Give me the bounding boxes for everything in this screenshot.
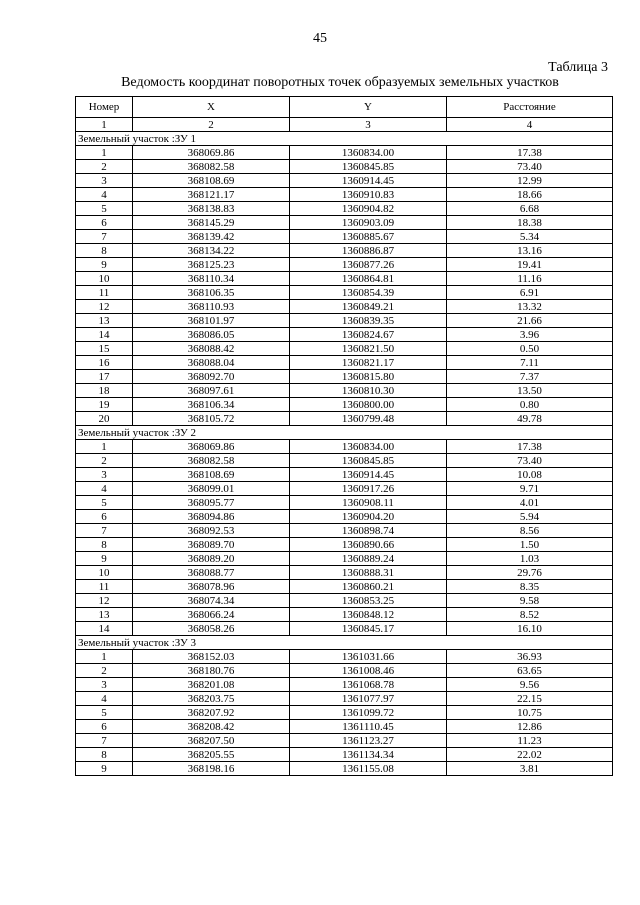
column-number: 3 xyxy=(290,118,447,132)
distance-cell: 16.10 xyxy=(447,622,613,636)
y-coordinate-cell: 1361123.27 xyxy=(290,734,447,748)
x-coordinate-cell: 368134.22 xyxy=(133,244,290,258)
x-coordinate-cell: 368180.76 xyxy=(133,664,290,678)
point-number-cell: 4 xyxy=(76,692,133,706)
table-row xyxy=(76,188,613,202)
table-row xyxy=(76,748,613,762)
x-coordinate-cell: 368106.34 xyxy=(133,398,290,412)
y-coordinate-cell: 1360914.45 xyxy=(290,468,447,482)
distance-cell: 18.38 xyxy=(447,216,613,230)
table-row xyxy=(76,272,613,286)
point-number-cell: 5 xyxy=(76,706,133,720)
distance-cell: 1.50 xyxy=(447,538,613,552)
point-number-cell: 11 xyxy=(76,286,133,300)
y-coordinate-cell: 1361134.34 xyxy=(290,748,447,762)
header-distance: Расстояние xyxy=(447,97,613,118)
y-coordinate-cell: 1361110.45 xyxy=(290,720,447,734)
page-number: 45 xyxy=(313,31,327,46)
section-label: Земельный участок :ЗУ 2 xyxy=(76,426,613,440)
distance-cell: 10.08 xyxy=(447,468,613,482)
point-number-cell: 13 xyxy=(76,314,133,328)
point-number-cell: 3 xyxy=(76,678,133,692)
point-number-cell: 1 xyxy=(76,650,133,664)
x-coordinate-cell: 368088.77 xyxy=(133,566,290,580)
distance-cell: 9.71 xyxy=(447,482,613,496)
y-coordinate-cell: 1360885.67 xyxy=(290,230,447,244)
y-coordinate-cell: 1360853.25 xyxy=(290,594,447,608)
document-title: Ведомость координат поворотных точек образуемых земельных участков xyxy=(121,75,559,90)
point-number-cell: 20 xyxy=(76,412,133,426)
y-coordinate-cell: 1360904.20 xyxy=(290,510,447,524)
x-coordinate-cell: 368095.77 xyxy=(133,496,290,510)
distance-cell: 17.38 xyxy=(447,146,613,160)
table-row xyxy=(76,314,613,328)
table-row xyxy=(76,762,613,776)
distance-cell: 11.16 xyxy=(447,272,613,286)
x-coordinate-cell: 368207.92 xyxy=(133,706,290,720)
distance-cell: 12.99 xyxy=(447,174,613,188)
x-coordinate-cell: 368099.01 xyxy=(133,482,290,496)
point-number-cell: 7 xyxy=(76,524,133,538)
x-coordinate-cell: 368088.04 xyxy=(133,356,290,370)
y-coordinate-cell: 1360886.87 xyxy=(290,244,447,258)
section-label: Земельный участок :ЗУ 3 xyxy=(76,636,613,650)
table-row xyxy=(76,342,613,356)
x-coordinate-cell: 368086.05 xyxy=(133,328,290,342)
y-coordinate-cell: 1361099.72 xyxy=(290,706,447,720)
x-coordinate-cell: 368110.34 xyxy=(133,272,290,286)
distance-cell: 3.96 xyxy=(447,328,613,342)
x-coordinate-cell: 368125.23 xyxy=(133,258,290,272)
x-coordinate-cell: 368101.97 xyxy=(133,314,290,328)
column-number: 1 xyxy=(76,118,133,132)
table-row xyxy=(76,552,613,566)
y-coordinate-cell: 1361031.66 xyxy=(290,650,447,664)
y-coordinate-cell: 1360904.82 xyxy=(290,202,447,216)
x-coordinate-cell: 368105.72 xyxy=(133,412,290,426)
point-number-cell: 18 xyxy=(76,384,133,398)
distance-cell: 13.16 xyxy=(447,244,613,258)
column-number: 2 xyxy=(133,118,290,132)
point-number-cell: 12 xyxy=(76,300,133,314)
x-coordinate-cell: 368082.58 xyxy=(133,160,290,174)
y-coordinate-cell: 1360815.80 xyxy=(290,370,447,384)
x-coordinate-cell: 368069.86 xyxy=(133,440,290,454)
table-row xyxy=(76,202,613,216)
y-coordinate-cell: 1360864.81 xyxy=(290,272,447,286)
table-row xyxy=(76,370,613,384)
table-row xyxy=(76,580,613,594)
table-row xyxy=(76,608,613,622)
table-row xyxy=(76,496,613,510)
table-row xyxy=(76,538,613,552)
distance-cell: 73.40 xyxy=(447,160,613,174)
y-coordinate-cell: 1360860.21 xyxy=(290,580,447,594)
table-row xyxy=(76,734,613,748)
table-row xyxy=(76,510,613,524)
x-coordinate-cell: 368094.86 xyxy=(133,510,290,524)
table-row xyxy=(76,412,613,426)
table-row xyxy=(76,566,613,580)
point-number-cell: 2 xyxy=(76,664,133,678)
y-coordinate-cell: 1361155.08 xyxy=(290,762,447,776)
y-coordinate-cell: 1360903.09 xyxy=(290,216,447,230)
point-number-cell: 5 xyxy=(76,202,133,216)
table-row xyxy=(76,230,613,244)
point-number-cell: 8 xyxy=(76,538,133,552)
table-row xyxy=(76,356,613,370)
distance-cell: 9.56 xyxy=(447,678,613,692)
point-number-cell: 14 xyxy=(76,328,133,342)
table-row xyxy=(76,468,613,482)
x-coordinate-cell: 368097.61 xyxy=(133,384,290,398)
x-coordinate-cell: 368145.29 xyxy=(133,216,290,230)
distance-cell: 36.93 xyxy=(447,650,613,664)
y-coordinate-cell: 1360834.00 xyxy=(290,440,447,454)
point-number-cell: 16 xyxy=(76,356,133,370)
y-coordinate-cell: 1360890.66 xyxy=(290,538,447,552)
distance-cell: 22.15 xyxy=(447,692,613,706)
distance-cell: 18.66 xyxy=(447,188,613,202)
y-coordinate-cell: 1360821.17 xyxy=(290,356,447,370)
table-header xyxy=(76,97,613,132)
y-coordinate-cell: 1360854.39 xyxy=(290,286,447,300)
column-number-row xyxy=(76,118,613,132)
distance-cell: 11.23 xyxy=(447,734,613,748)
point-number-cell: 6 xyxy=(76,510,133,524)
distance-cell: 6.68 xyxy=(447,202,613,216)
distance-cell: 7.37 xyxy=(447,370,613,384)
point-number-cell: 1 xyxy=(76,440,133,454)
y-coordinate-cell: 1360821.50 xyxy=(290,342,447,356)
table-row xyxy=(76,664,613,678)
x-coordinate-cell: 368139.42 xyxy=(133,230,290,244)
x-coordinate-cell: 368089.20 xyxy=(133,552,290,566)
y-coordinate-cell: 1360888.31 xyxy=(290,566,447,580)
point-number-cell: 4 xyxy=(76,482,133,496)
y-coordinate-cell: 1361008.46 xyxy=(290,664,447,678)
x-coordinate-cell: 368066.24 xyxy=(133,608,290,622)
table-row xyxy=(76,216,613,230)
distance-cell: 13.32 xyxy=(447,300,613,314)
x-coordinate-cell: 368198.16 xyxy=(133,762,290,776)
distance-cell: 49.78 xyxy=(447,412,613,426)
table-row xyxy=(76,650,613,664)
y-coordinate-cell: 1360824.67 xyxy=(290,328,447,342)
point-number-cell: 8 xyxy=(76,748,133,762)
x-coordinate-cell: 368092.70 xyxy=(133,370,290,384)
table-row xyxy=(76,384,613,398)
distance-cell: 12.86 xyxy=(447,720,613,734)
point-number-cell: 6 xyxy=(76,216,133,230)
distance-cell: 19.41 xyxy=(447,258,613,272)
table-row xyxy=(76,706,613,720)
x-coordinate-cell: 368207.50 xyxy=(133,734,290,748)
y-coordinate-cell: 1360917.26 xyxy=(290,482,447,496)
x-coordinate-cell: 368108.69 xyxy=(133,174,290,188)
table-label: Таблица 3 xyxy=(548,60,608,75)
x-coordinate-cell: 368121.17 xyxy=(133,188,290,202)
x-coordinate-cell: 368069.86 xyxy=(133,146,290,160)
table-row xyxy=(76,622,613,636)
point-number-cell: 12 xyxy=(76,594,133,608)
distance-cell: 17.38 xyxy=(447,440,613,454)
x-coordinate-cell: 368092.53 xyxy=(133,524,290,538)
y-coordinate-cell: 1360898.74 xyxy=(290,524,447,538)
y-coordinate-cell: 1361068.78 xyxy=(290,678,447,692)
x-coordinate-cell: 368058.26 xyxy=(133,622,290,636)
header-number: Номер xyxy=(76,97,133,118)
point-number-cell: 10 xyxy=(76,566,133,580)
y-coordinate-cell: 1360834.00 xyxy=(290,146,447,160)
point-number-cell: 10 xyxy=(76,272,133,286)
x-coordinate-cell: 368152.03 xyxy=(133,650,290,664)
point-number-cell: 13 xyxy=(76,608,133,622)
section-row xyxy=(76,426,613,440)
table-row xyxy=(76,678,613,692)
distance-cell: 13.50 xyxy=(447,384,613,398)
table-row xyxy=(76,258,613,272)
header-y: Y xyxy=(290,97,447,118)
y-coordinate-cell: 1360889.24 xyxy=(290,552,447,566)
point-number-cell: 8 xyxy=(76,244,133,258)
y-coordinate-cell: 1360845.17 xyxy=(290,622,447,636)
y-coordinate-cell: 1360810.30 xyxy=(290,384,447,398)
y-coordinate-cell: 1360848.12 xyxy=(290,608,447,622)
x-coordinate-cell: 368208.42 xyxy=(133,720,290,734)
point-number-cell: 15 xyxy=(76,342,133,356)
table-row xyxy=(76,482,613,496)
distance-cell: 9.58 xyxy=(447,594,613,608)
x-coordinate-cell: 368110.93 xyxy=(133,300,290,314)
x-coordinate-cell: 368106.35 xyxy=(133,286,290,300)
x-coordinate-cell: 368089.70 xyxy=(133,538,290,552)
table-body xyxy=(76,132,613,776)
distance-cell: 21.66 xyxy=(447,314,613,328)
distance-cell: 29.76 xyxy=(447,566,613,580)
table-row xyxy=(76,594,613,608)
point-number-cell: 9 xyxy=(76,762,133,776)
y-coordinate-cell: 1360845.85 xyxy=(290,454,447,468)
table-row xyxy=(76,524,613,538)
point-number-cell: 3 xyxy=(76,174,133,188)
y-coordinate-cell: 1360908.11 xyxy=(290,496,447,510)
header-row xyxy=(76,97,613,118)
x-coordinate-cell: 368138.83 xyxy=(133,202,290,216)
y-coordinate-cell: 1360799.48 xyxy=(290,412,447,426)
point-number-cell: 7 xyxy=(76,734,133,748)
table-row xyxy=(76,286,613,300)
distance-cell: 8.35 xyxy=(447,580,613,594)
distance-cell: 4.01 xyxy=(447,496,613,510)
table-row xyxy=(76,160,613,174)
y-coordinate-cell: 1360910.83 xyxy=(290,188,447,202)
point-number-cell: 5 xyxy=(76,496,133,510)
coordinates-table xyxy=(75,96,613,776)
distance-cell: 7.11 xyxy=(447,356,613,370)
distance-cell: 5.94 xyxy=(447,510,613,524)
table-row xyxy=(76,328,613,342)
x-coordinate-cell: 368108.69 xyxy=(133,468,290,482)
table-row xyxy=(76,146,613,160)
table-row xyxy=(76,244,613,258)
point-number-cell: 4 xyxy=(76,188,133,202)
distance-cell: 8.52 xyxy=(447,608,613,622)
point-number-cell: 11 xyxy=(76,580,133,594)
x-coordinate-cell: 368088.42 xyxy=(133,342,290,356)
point-number-cell: 2 xyxy=(76,160,133,174)
y-coordinate-cell: 1360800.00 xyxy=(290,398,447,412)
table-row xyxy=(76,174,613,188)
section-label: Земельный участок :ЗУ 1 xyxy=(76,132,613,146)
y-coordinate-cell: 1360877.26 xyxy=(290,258,447,272)
distance-cell: 63.65 xyxy=(447,664,613,678)
distance-cell: 0.50 xyxy=(447,342,613,356)
distance-cell: 10.75 xyxy=(447,706,613,720)
table-row xyxy=(76,300,613,314)
table-row xyxy=(76,692,613,706)
x-coordinate-cell: 368074.34 xyxy=(133,594,290,608)
x-coordinate-cell: 368082.58 xyxy=(133,454,290,468)
y-coordinate-cell: 1360845.85 xyxy=(290,160,447,174)
distance-cell: 0.80 xyxy=(447,398,613,412)
section-row xyxy=(76,132,613,146)
distance-cell: 1.03 xyxy=(447,552,613,566)
point-number-cell: 14 xyxy=(76,622,133,636)
point-number-cell: 6 xyxy=(76,720,133,734)
x-coordinate-cell: 368201.08 xyxy=(133,678,290,692)
table-row xyxy=(76,398,613,412)
table-row xyxy=(76,454,613,468)
section-row xyxy=(76,636,613,650)
point-number-cell: 3 xyxy=(76,468,133,482)
y-coordinate-cell: 1360849.21 xyxy=(290,300,447,314)
y-coordinate-cell: 1360914.45 xyxy=(290,174,447,188)
point-number-cell: 1 xyxy=(76,146,133,160)
distance-cell: 8.56 xyxy=(447,524,613,538)
table-row xyxy=(76,440,613,454)
point-number-cell: 9 xyxy=(76,552,133,566)
distance-cell: 3.81 xyxy=(447,762,613,776)
x-coordinate-cell: 368078.96 xyxy=(133,580,290,594)
distance-cell: 6.91 xyxy=(447,286,613,300)
x-coordinate-cell: 368203.75 xyxy=(133,692,290,706)
point-number-cell: 19 xyxy=(76,398,133,412)
point-number-cell: 7 xyxy=(76,230,133,244)
point-number-cell: 17 xyxy=(76,370,133,384)
y-coordinate-cell: 1361077.97 xyxy=(290,692,447,706)
distance-cell: 5.34 xyxy=(447,230,613,244)
point-number-cell: 9 xyxy=(76,258,133,272)
x-coordinate-cell: 368205.55 xyxy=(133,748,290,762)
distance-cell: 22.02 xyxy=(447,748,613,762)
distance-cell: 73.40 xyxy=(447,454,613,468)
y-coordinate-cell: 1360839.35 xyxy=(290,314,447,328)
column-number: 4 xyxy=(447,118,613,132)
header-x: X xyxy=(133,97,290,118)
point-number-cell: 2 xyxy=(76,454,133,468)
table-row xyxy=(76,720,613,734)
